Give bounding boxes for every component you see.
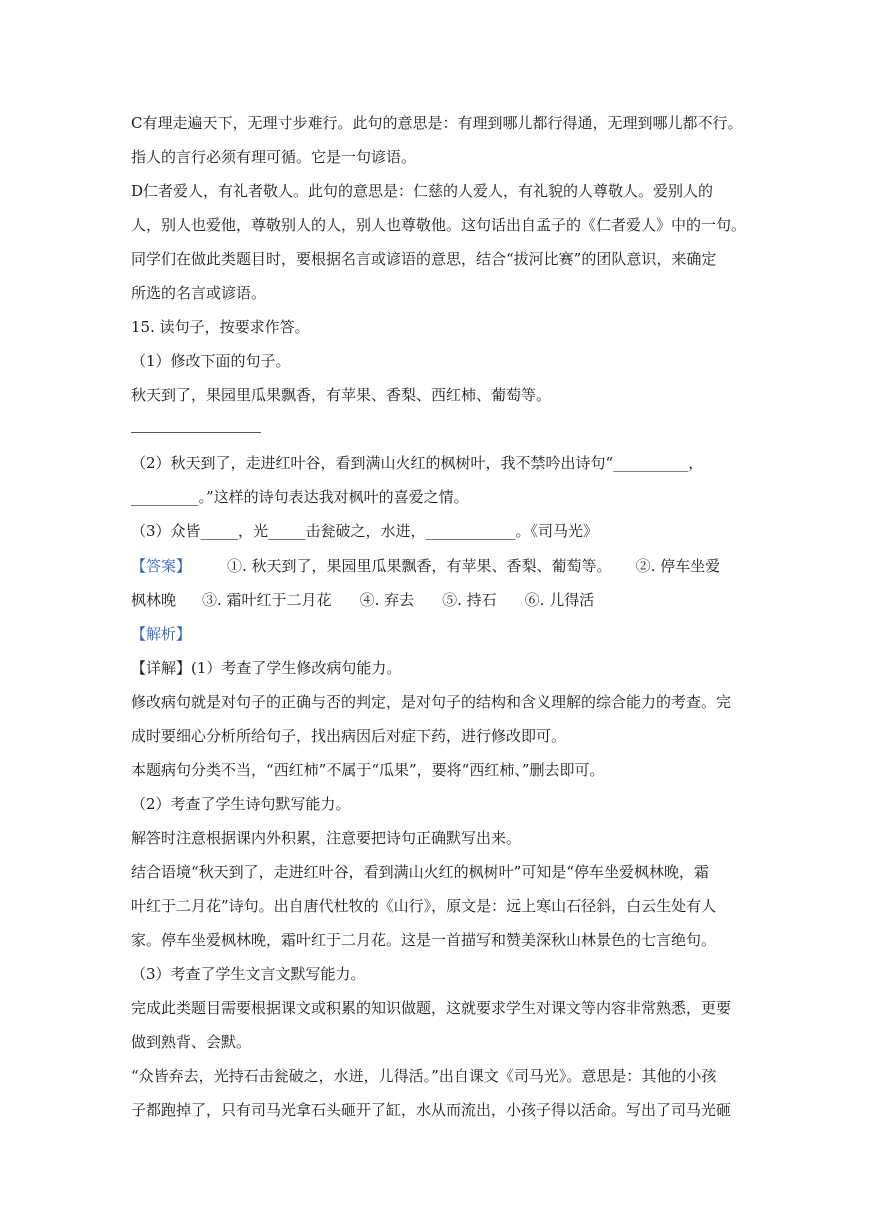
text-line: 家。停车坐爱枫林晚，霜叶红于二月花。这是一首描写和赞美深秋山林景色的七言绝句。 <box>131 931 717 949</box>
text-line: 所选的名言或谚语。 <box>131 284 267 302</box>
answer-item-2: ②. 停车坐爱 <box>635 557 721 575</box>
answer-line <box>131 556 741 576</box>
answer-item-5: ⑤. 持石 <box>442 591 497 609</box>
text-line: （2）秋天到了，走进红叶谷，看到满山火红的枫树叶，我不禁吟出诗句“__________， <box>131 454 704 472</box>
text-line: “众皆弃去，光持石击瓮破之，水迸，儿得活。”出自课文《司马光》。意思是：其他的小孩 <box>131 1067 717 1085</box>
answer-blank-line <box>131 432 261 433</box>
text-line: C有理走遍天下，无理寸步难行。此句的意思是：有理到哪儿都行得通，无理到哪儿都不行。 <box>131 114 743 132</box>
text-line: _________。”这样的诗句表达我对枫叶的喜爱之情。 <box>131 488 469 506</box>
text-line: 本题病句分类不当，“西红柿”不属于“瓜果”，要将“西红柿、”删去即可。 <box>131 761 605 779</box>
text-line: 叶红于二月花”诗句。出自唐代杜牧的《山行》，原文是：远上寒山石径斜，白云生处有人 <box>131 897 717 915</box>
text-line: 修改病句就是对句子的正确与否的判定，是对句子的结构和含义理解的综合能力的考查。完 <box>131 693 732 711</box>
answer-item-6: ⑥. 儿得活 <box>524 591 595 609</box>
detail-line <box>131 658 741 678</box>
answer-item-4: ④. 弃去 <box>359 591 415 609</box>
text-line: D仁者爱人，有礼者敬人。此句的意思是：仁慈的人爱人，有礼貌的人尊敬人。爱别人的 <box>131 182 714 200</box>
text-line: 解答时注意根据课内外积累，注意要把诗句正确默写出来。 <box>131 829 522 847</box>
analysis-tag: 【解析】 <box>131 625 192 643</box>
answer-tag: 【答案】 <box>131 557 192 575</box>
text-line: 结合语境“秋天到了，走进红叶谷，看到满山火红的枫树叶”可知是“停车坐爱枫林晚，霜 <box>131 863 710 881</box>
text-line: 子都跑掉了，只有司马光拿石头砸开了缸，水从而流出，小孩子得以活命。写出了司马光砸 <box>131 1101 732 1119</box>
text-line: 秋天到了，果园里瓜果飘香，有苹果、香梨、西红柿、葡萄等。 <box>131 386 552 404</box>
text-line: （2）考查了学生诗句默写能力。 <box>131 795 351 813</box>
text-line: 成时要细心分析所给句子，找出病因后对症下药，进行修改即可。 <box>131 727 567 745</box>
question-heading: 15. 读句子，按要求作答。 <box>131 318 310 336</box>
text-line: （3）众皆_____，光_____击瓮破之，水进，____________。《司马光》 <box>131 522 599 540</box>
answer-item-1: ①. 秋天到了，果园里瓜果飘香，有苹果、香梨、葡萄等。 <box>227 557 612 575</box>
text-line: 完成此类题目需要根据课文或积累的知识做题，这就要求学生对课文等内容非常熟悉，更要 <box>131 999 732 1017</box>
text-line: 同学们在做此类题目时，要根据名言或谚语的意思，结合“拔河比赛”的团队意识，来确定 <box>131 250 717 268</box>
text-line: （3）考查了学生文言文默写能力。 <box>131 965 366 983</box>
text-line: 指人的言行必须有理可循。它是一句谚语。 <box>131 148 417 166</box>
text-line: （1）修改下面的句子。 <box>131 352 291 370</box>
answer-line <box>131 590 741 610</box>
answer-item-2-cont: 枫林晚 <box>131 591 177 609</box>
text-line: 做到熟背、会默。 <box>131 1033 252 1051</box>
text-line: 人，别人也爱他，尊敬别人的人，别人也尊敬他。这句话出自孟子的《仁者爱人》中的一句。 <box>131 216 747 234</box>
detail-text: (1）考查了学生修改病句能力。 <box>191 659 402 677</box>
answer-item-3: ③. 霜叶红于二月花 <box>202 591 332 609</box>
detail-tag: 【详解】 <box>131 659 192 677</box>
